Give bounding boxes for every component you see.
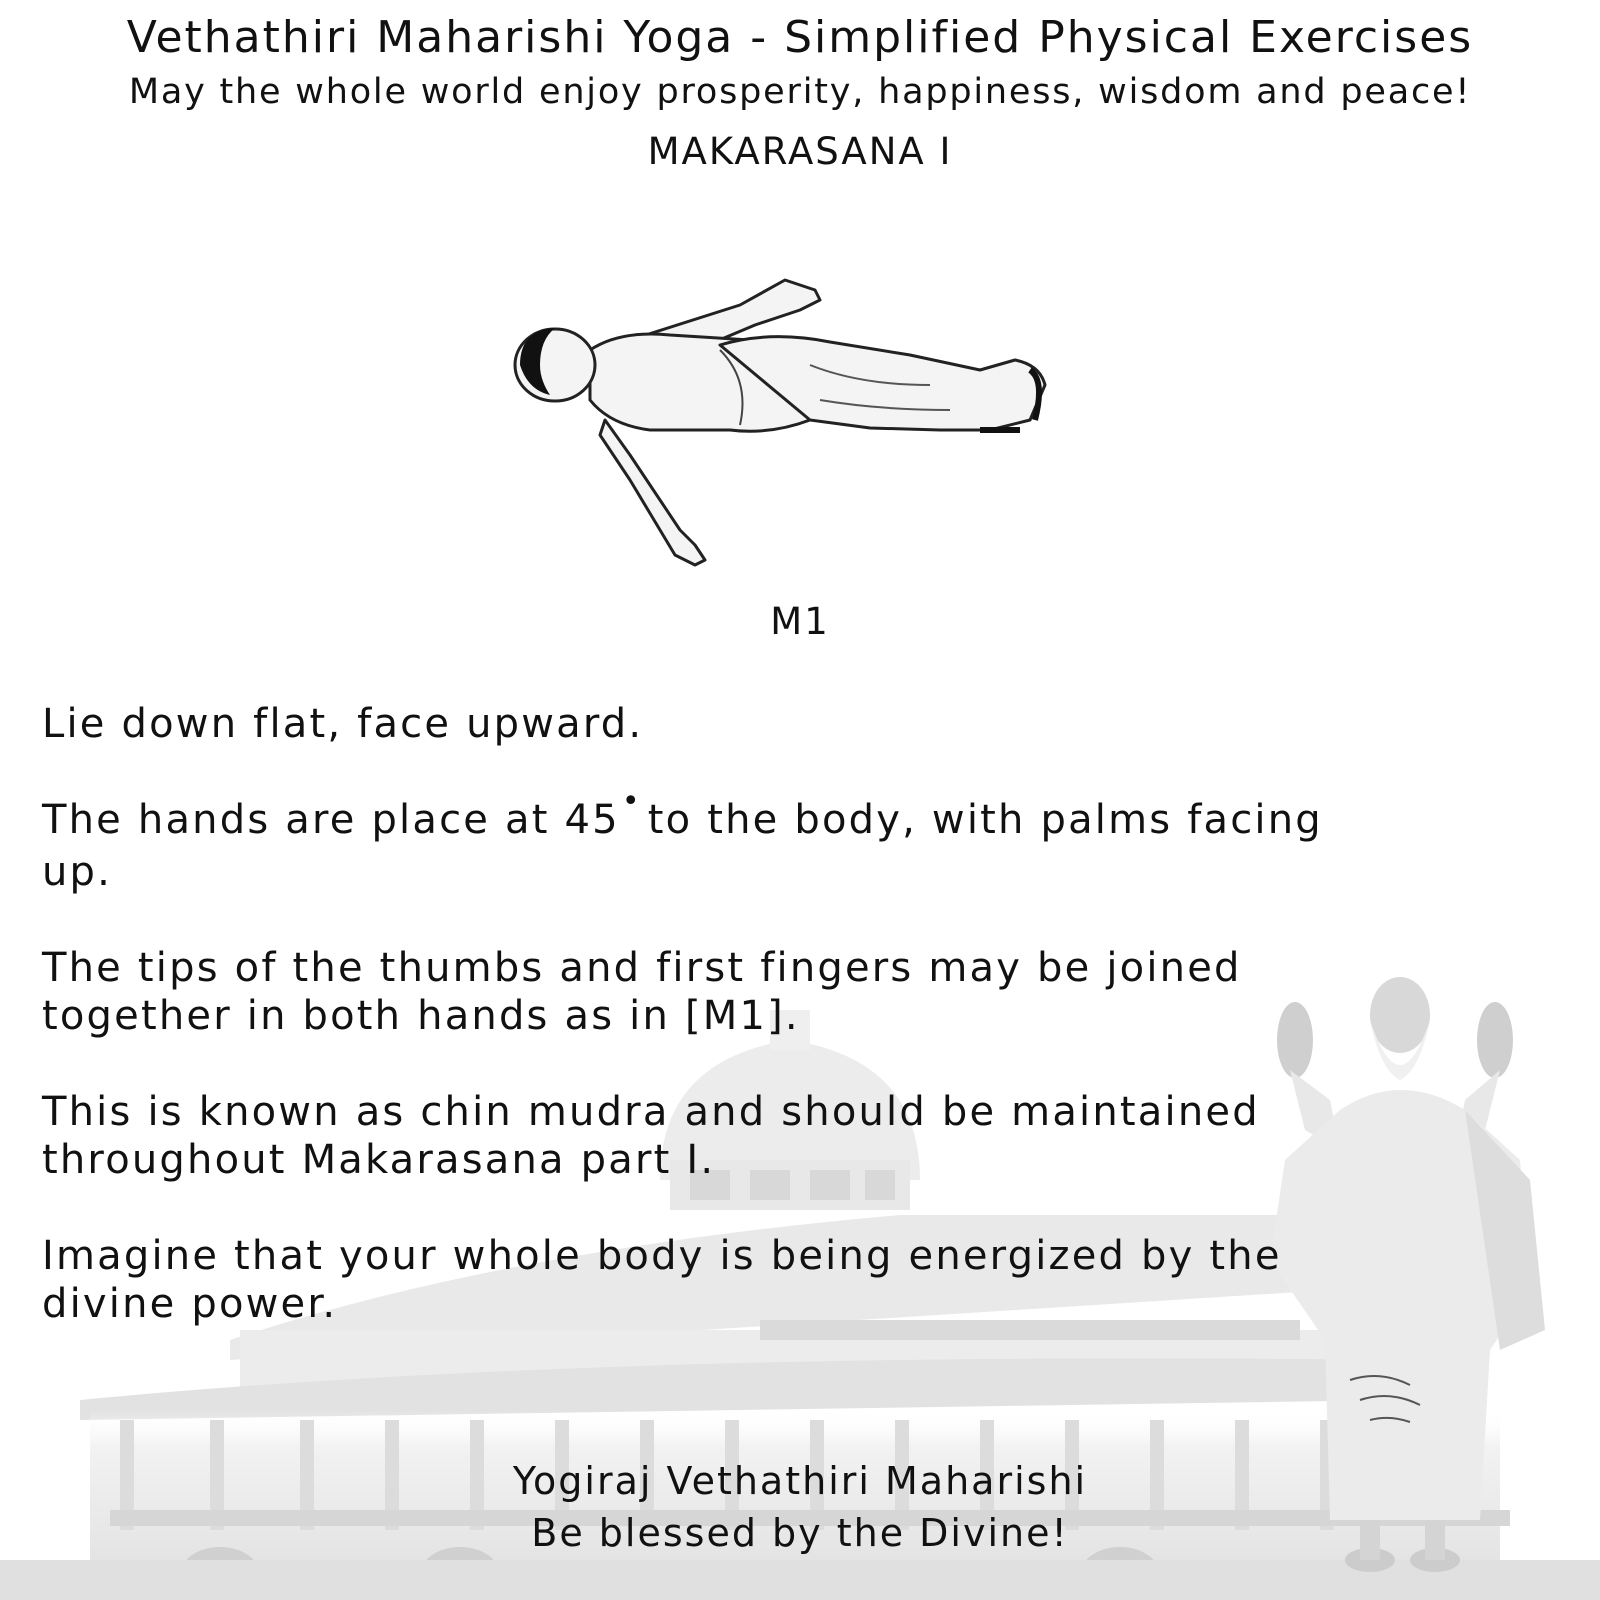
instruction-step: Lie down flat, face upward. — [42, 701, 644, 747]
pose-name: MAKARASANA I — [647, 130, 953, 173]
degree-symbol: • — [621, 784, 642, 819]
lying-figure-illustration — [510, 270, 1080, 590]
instruction-step — [42, 784, 1342, 896]
instruction-text: The hands are place at 45 — [42, 797, 620, 843]
instruction-step: Imagine that your whole body is being energized by the divine power. — [42, 1233, 1282, 1327]
instructions — [42, 700, 1342, 1376]
page-subtitle: May the whole world enjoy prosperity, happiness, wisdom and peace! — [128, 72, 1472, 112]
instruction-text: to the body, with palms facing up. — [42, 797, 1323, 895]
figure-caption: M1 — [770, 600, 830, 643]
footer-name: Yogiraj Vethathiri Maharishi — [512, 1459, 1088, 1503]
instruction-step: The tips of the thumbs and first fingers may be joined together in both hands as in [M1]. — [42, 945, 1242, 1039]
footer-blessing-text: Be blessed by the Divine! — [531, 1511, 1069, 1555]
footer-blessing — [380, 1455, 1220, 1559]
instruction-step: This is known as chin mudra and should be maintained throughout Makarasana part I. — [42, 1089, 1260, 1183]
page-title: Vethathiri Maharishi Yoga - Simplified Physical Exercises — [126, 12, 1474, 63]
